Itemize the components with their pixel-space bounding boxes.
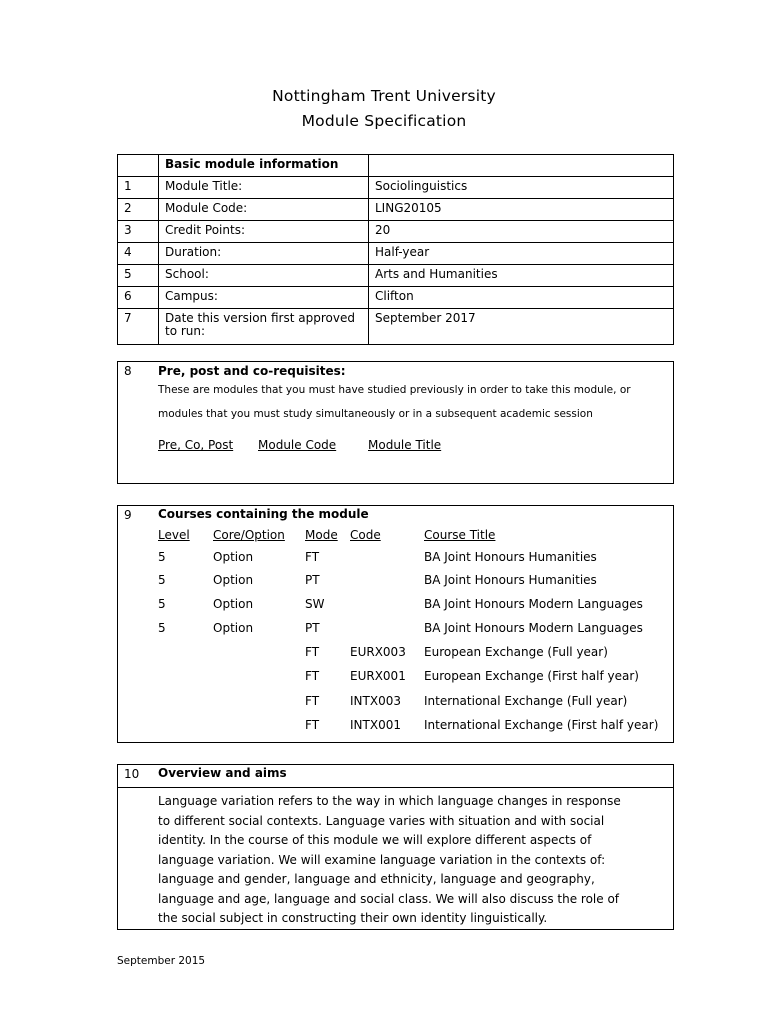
table-row: 3 Credit Points: 20 [118, 221, 674, 243]
module-code-value: LING20105 [369, 199, 674, 221]
col-mode: Mode [305, 528, 338, 542]
table-row: 7 Date this version first approved to run: September 2017 [118, 309, 674, 345]
col-code: Code [350, 528, 381, 542]
col-module-title: Module Title [368, 438, 442, 452]
col-pre-co-post: Pre, Co, Post [158, 438, 234, 452]
col-core-option: Core/Option [213, 528, 285, 542]
module-title-value: Sociolinguistics [369, 177, 674, 199]
approval-date-value: September 2017 [369, 309, 674, 345]
table-row: 4 Duration: Half-year [118, 243, 674, 265]
prerequisites-section: 8 Pre, post and co-requisites: These are modules that you must have studied previously in order to take this module, or modules that you must study simultaneously or in a subsequent academic session Pre, Co, Post Module Code Module Title [117, 361, 674, 484]
overview-section: 10 Overview and aims Language variation refers to the way in which language changes in response to different social contexts. Language varies with situation and with social identity. In the course of this module we will explore different aspects of language variation. We will examine language variation in the contexts of: language and gender, language and ethnicity, language and geography, language and age, language and social class. We will also discuss the role of the social subject in constructing their own identity linguistically. [117, 764, 674, 930]
table-row: 2 Module Code: LING20105 [118, 199, 674, 221]
basic-info-table [117, 154, 674, 345]
courses-heading: Courses containing the module [158, 507, 369, 521]
university-name: Nottingham Trent University [272, 87, 496, 105]
table-row: 5 School: Arts and Humanities [118, 265, 674, 287]
col-level: Level [158, 528, 190, 542]
duration-value: Half-year [369, 243, 674, 265]
footer-date: September 2015 [117, 955, 206, 967]
prerequisites-heading: Pre, post and co-requisites: [158, 364, 346, 378]
overview-heading: Overview and aims [158, 766, 287, 780]
courses-section: 9 Courses containing the module Level Core/Option Mode Code Course Title 5 Option FT BA Joint Honours Humanities 5 Option PT BA Joint Honours Humanities 5 Option SW BA Joint Honours Modern Languages 5 Option PT BA Joint Honours Modern Languages FT EURX003 European Exchange (Full year) FT EURX001 European Exchange (First half year) FT INTX003 International Exchange (Full year) FT INTX001 International Exchange (First half year) [117, 505, 674, 743]
col-course-title: Course Title [424, 528, 496, 542]
table-row: 1 Module Title: Sociolinguistics [118, 177, 674, 199]
campus-value: Clifton [369, 287, 674, 309]
document-title: Module Specification [301, 112, 467, 130]
overview-text: Language variation refers to the way in which language changes in response to different social contexts. Language varies with situation and with social identity. In the course of this module we will explore different aspects of language variation. We will examine language variation in the contexts of: language and gender, language and ethnicity, language and geography, language and age, language and social class. We will also discuss the role of the social subject in constructing their own identity linguistically. [158, 794, 621, 925]
school-value: Arts and Humanities [369, 265, 674, 287]
col-module-code: Module Code [258, 438, 337, 452]
table-row: 6 Campus: Clifton [118, 287, 674, 309]
credit-points-value: 20 [369, 221, 674, 243]
basic-info-heading: Basic module information [165, 157, 339, 171]
